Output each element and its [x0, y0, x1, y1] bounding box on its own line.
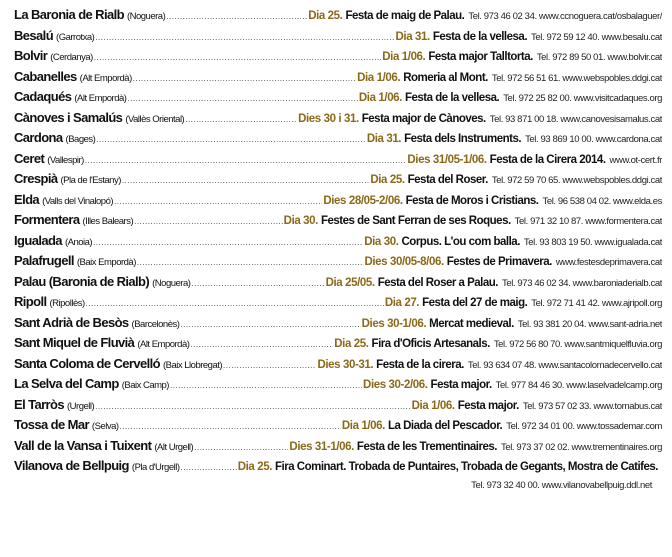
- event-date: Dia 25.: [370, 174, 405, 186]
- region-name: (Vallespir): [47, 154, 84, 166]
- event-date: Dies 30-2/06.: [363, 379, 428, 391]
- town-name: Cabanelles: [14, 68, 77, 84]
- event-date: Dies 30 i 31.: [298, 112, 359, 125]
- festival-name: La Diada del Pescador.: [387, 420, 503, 432]
- festival-name: Festa del 27 de maig.: [422, 297, 528, 309]
- town-name: Cànoves i Samalús: [14, 109, 123, 125]
- listing-entry: [14, 190, 662, 211]
- contact-info: Tel. 972 56 51 61. www.webspobles.ddgi.cat: [491, 72, 662, 84]
- town-name: Igualada: [14, 232, 62, 248]
- town-name: Santa Coloma de Cervelló: [14, 355, 160, 371]
- region-name: (Barcelonès): [131, 318, 180, 330]
- event-date: Dies 30-31.: [317, 358, 374, 371]
- dot-leader: [191, 274, 324, 293]
- dot-leader: [96, 130, 366, 149]
- festival-name: Festa del Roser a Palau.: [377, 276, 498, 289]
- event-date: Dia 1/06.: [358, 92, 402, 104]
- listing-entry: [14, 415, 662, 436]
- region-name: (Bages): [65, 134, 96, 145]
- town-name: Vilanova de Bellpuig: [14, 458, 129, 473]
- listing-entry: [14, 87, 662, 108]
- festival-name: Corpus. L'ou com balla.: [401, 235, 520, 248]
- festival-name: Festa de la Cirera 2014.: [489, 153, 606, 166]
- listing-entry: [14, 149, 662, 170]
- festival-name: Festa major.: [430, 379, 492, 391]
- dot-leader: [114, 192, 322, 211]
- contact-info: Tel. 972 59 70 65. www.webspobles.ddgi.cat: [491, 175, 662, 186]
- event-date: Dia 1/06.: [411, 399, 455, 412]
- dot-leader: [122, 171, 369, 190]
- contact-info: Tel. 93 871 00 18. www.canovesisamalus.cat: [489, 113, 662, 125]
- town-name: Formentera: [14, 212, 80, 227]
- town-name: Ceret: [14, 150, 45, 166]
- dot-leader: [166, 7, 307, 26]
- festival-name: Festa major de Cànoves.: [361, 112, 486, 125]
- listing-entry: [14, 5, 662, 26]
- contact-info: www.festesdeprimavera.cat: [555, 257, 662, 268]
- festival-name: Festa de la vellesa.: [404, 92, 500, 104]
- town-name: Tossa de Mar: [14, 417, 89, 432]
- town-name: Vall de la Vansa i Tuixent: [14, 437, 152, 453]
- contact-info: Tel. 972 56 80 70. www.santmiquelfluvia.org: [493, 339, 662, 350]
- contact-info: Tel. 96 538 04 02. www.elda.es: [542, 195, 662, 207]
- contact-info: www.ot-cert.fr: [609, 154, 662, 166]
- town-name: La Baronia de Rialb: [14, 7, 124, 22]
- listing-entry: [14, 128, 662, 149]
- dot-leader: [137, 253, 364, 272]
- region-name: (Alt Empordà): [79, 72, 132, 84]
- festival-name: Romeria al Mont.: [403, 71, 488, 84]
- contact-info: Tel. 93 634 07 48. www.santacolomadecervello.cat: [467, 359, 662, 371]
- festival-name: Festa de maig de Palau.: [345, 10, 465, 22]
- listing-entry: [14, 46, 662, 67]
- festival-name: Festa major.: [457, 399, 519, 412]
- town-name: Elda: [14, 191, 40, 207]
- dot-leader: [134, 212, 283, 231]
- listing-entry: [14, 333, 662, 354]
- town-name: Bolvir: [14, 48, 48, 63]
- region-name: (Baix Empordà): [76, 257, 136, 268]
- town-name: Cardona: [14, 130, 63, 145]
- listing-entry: [14, 374, 662, 395]
- town-name: Sant Miquel de Fluvià: [14, 335, 135, 350]
- region-name: (Noguera): [126, 11, 166, 22]
- contact-info: Tel. 93 803 19 50. www.igualada.cat: [523, 236, 662, 248]
- dot-leader: [185, 110, 297, 129]
- dot-leader: [94, 48, 382, 67]
- event-date: Dia 31.: [366, 133, 402, 145]
- town-name: Crespià: [14, 171, 58, 186]
- listing-entry: [14, 67, 662, 88]
- town-name: Cadaqués: [14, 89, 72, 104]
- contact-info: Tel. 972 89 50 01. www.bolvir.cat: [536, 52, 662, 63]
- region-name: (Garrotxa): [56, 31, 95, 43]
- region-name: (Alt Empordà): [74, 93, 127, 104]
- town-name: La Selva del Camp: [14, 376, 119, 391]
- listing-entry: [14, 292, 662, 313]
- region-name: (Alt Empordà): [137, 339, 190, 350]
- dot-leader: [181, 458, 237, 477]
- event-date: Dia 1/06.: [357, 71, 401, 84]
- contact-info: Tel. 972 34 01 00. www.tossademar.com: [506, 421, 662, 432]
- festival-name: Festa dels Instruments.: [404, 133, 522, 145]
- contact-info: Tel. 972 25 82 00. www.visitcadaques.org: [503, 93, 662, 104]
- town-name: Besalú: [14, 27, 54, 43]
- event-date: Dies 31/05-1/06.: [407, 153, 487, 166]
- listing-entry: [14, 272, 662, 293]
- event-date: Dia 25/05.: [325, 276, 375, 289]
- listing-entry: [14, 108, 662, 129]
- listing-entry: [14, 395, 662, 416]
- event-date: Dia 25.: [334, 338, 369, 350]
- dot-leader: [190, 335, 333, 354]
- festival-name: Mercat medieval.: [429, 317, 514, 330]
- listing-entry: [14, 231, 662, 252]
- dot-leader: [93, 233, 363, 252]
- contact-info: Tel. 972 59 12 40. www.besalu.cat: [531, 31, 662, 43]
- dot-leader: [85, 151, 407, 170]
- festival-listing: [14, 5, 662, 495]
- region-name: (Valls del Vinalopó): [42, 195, 114, 207]
- event-date: Dia 25.: [237, 461, 272, 473]
- town-name: Sant Adrià de Besòs: [14, 314, 129, 330]
- dot-leader: [127, 89, 357, 108]
- festival-name: Festes de Primavera.: [446, 256, 552, 268]
- dot-leader: [180, 315, 360, 334]
- event-date: Dia 30.: [283, 215, 318, 227]
- town-name: Palafrugell: [14, 253, 74, 268]
- contact-info: Tel. 93 869 10 00. www.cardona.cat: [525, 134, 662, 145]
- dot-leader: [95, 397, 411, 416]
- event-date: Dies 30/05-8/06.: [364, 256, 444, 268]
- listing-entry: [14, 436, 662, 457]
- region-name: (Baix Llobregat): [162, 359, 223, 371]
- listing-entry: [14, 313, 662, 334]
- dot-leader: [86, 294, 384, 313]
- dot-leader: [120, 417, 341, 436]
- event-date: Dia 31.: [395, 30, 430, 43]
- listing-entry: [14, 354, 662, 375]
- contact-info: Tel. 973 37 02 02. www.trementinaires.org: [500, 441, 662, 453]
- festival-name: Festa del Roser.: [407, 174, 488, 186]
- region-name: (Pla de l'Estany): [60, 175, 121, 186]
- event-date: Dia 27.: [384, 297, 420, 309]
- region-name: (Cerdanya): [50, 52, 93, 63]
- event-date: Dia 30.: [364, 235, 399, 248]
- festival-name: Fira Cominart. Trobada de Puntaires, Trobada de Gegants, Mostra de Catifes.: [275, 461, 658, 473]
- contact-info: Tel. 93 381 20 04. www.sant-adria.net: [517, 318, 662, 330]
- listing-entry: [14, 26, 662, 47]
- listing-entry: [14, 210, 662, 231]
- festival-name: Festa de la vellesa.: [432, 30, 528, 43]
- dot-leader: [133, 69, 356, 88]
- region-name: (Vallès Oriental): [125, 113, 185, 125]
- region-name: (Anoia): [64, 236, 93, 248]
- town-name: Palau (Baronia de Rialb): [14, 273, 150, 289]
- region-name: (Selva): [91, 421, 119, 432]
- dot-leader: [95, 28, 394, 47]
- listing-entry: [14, 251, 662, 272]
- contact-info: Tel. 972 71 41 42. www.ajripoll.org: [531, 298, 662, 309]
- region-name: (Urgell): [67, 400, 95, 412]
- region-name: (Pla d'Urgell): [131, 462, 180, 473]
- festival-name: Fira d'Oficis Artesanals.: [371, 338, 490, 350]
- event-date: Dies 30-1/06.: [361, 317, 427, 330]
- festival-name: Festa de la cirera.: [376, 358, 464, 371]
- dot-leader: [223, 356, 316, 375]
- contact-info: Tel. 977 84 46 30. www.laselvadelcamp.org: [495, 380, 662, 391]
- dot-leader: [194, 438, 288, 457]
- contact-info: Tel. 973 46 02 34. www.ccnoguera.cat/osbalaguer/: [468, 11, 662, 22]
- festival-name: Festa major Talltorta.: [428, 51, 533, 63]
- contact-info: Tel. 971 32 10 87. www.formentera.cat: [514, 216, 662, 227]
- festival-name: Festa de les Trementinaires.: [356, 440, 497, 453]
- contact-info: Tel. 973 57 02 33. www.tornabus.cat: [522, 400, 662, 412]
- festival-name: Festa de Moros i Cristians.: [405, 194, 539, 207]
- listing-entry: [14, 456, 662, 477]
- event-date: Dies 28/05-2/06.: [323, 194, 403, 207]
- region-name: (Illes Balears): [82, 216, 134, 227]
- town-name: El Tarròs: [14, 396, 64, 412]
- event-date: Dies 31-1/06.: [289, 440, 354, 453]
- listing-entry: [14, 169, 662, 190]
- festival-name: Festes de Sant Ferran de ses Roques.: [320, 215, 511, 227]
- region-name: (Baix Camp): [121, 380, 169, 391]
- dot-leader: [170, 376, 362, 395]
- event-date: Dia 1/06.: [382, 51, 426, 63]
- town-name: Ripoll: [14, 294, 47, 309]
- event-date: Dia 25.: [308, 10, 343, 22]
- event-date: Dia 1/06.: [341, 420, 385, 432]
- region-name: (Noguera): [152, 277, 191, 289]
- contact-info: Tel. 973 46 02 34. www.baroniaderialb.cat: [502, 277, 662, 289]
- region-name: (Ripollès): [49, 298, 85, 309]
- region-name: (Alt Urgell): [154, 441, 194, 453]
- continuation-line: Tel. 973 32 40 00. www.vilanovabellpuig.ddl.net: [471, 479, 652, 491]
